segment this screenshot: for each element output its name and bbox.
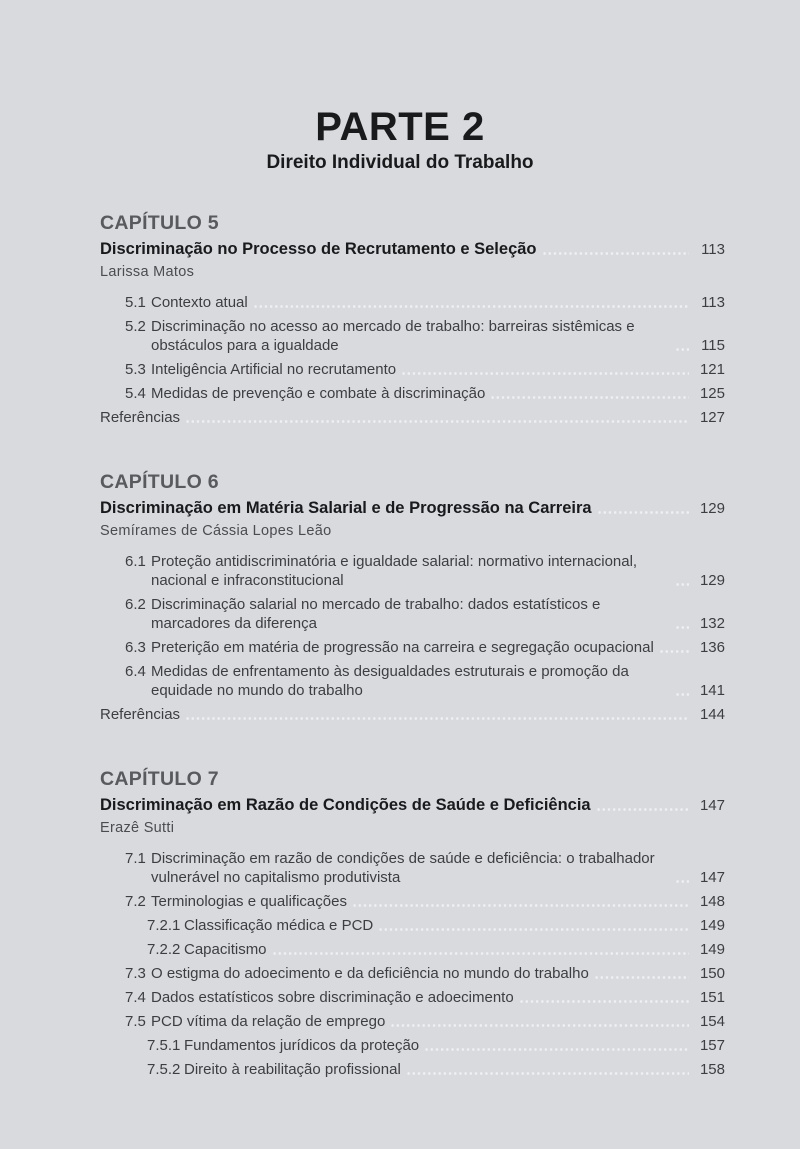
chapter-heading: CAPÍTULO 6	[100, 471, 219, 493]
entries-list	[100, 293, 725, 427]
entry-title: Fundamentos jurídicos da proteção	[184, 1037, 420, 1054]
entry-page-number: 136	[699, 639, 725, 656]
entry-page-number: 113	[701, 294, 725, 311]
dotted-leader	[272, 952, 689, 955]
toc-entry	[100, 1060, 725, 1079]
entry-number: 7.5.2	[147, 1061, 181, 1078]
entry-number: 6.3	[125, 639, 146, 656]
entry-title: Inteligência Artificial no recrutamento	[151, 361, 397, 378]
entry-title: Dados estatísticos sobre discriminação e adoecimento	[151, 989, 514, 1006]
entry-text	[147, 940, 267, 959]
dotted-leader	[352, 904, 689, 907]
entry-page-number: 148	[699, 893, 725, 910]
toc-entry	[100, 916, 725, 935]
dotted-leader	[675, 583, 689, 586]
entry-page-number: 157	[699, 1037, 725, 1054]
toc-entry	[100, 705, 725, 724]
entry-text	[125, 1012, 385, 1031]
entry-title: Medidas de prevenção e combate à discriminação	[151, 385, 486, 402]
entry-title: Proteção antidiscriminatória e igualdade salarial: normativo internacional, nacional e infraconstitucional	[151, 553, 638, 589]
entry-page-number: 132	[699, 615, 725, 632]
entry-title: Preterição em matéria de progressão na carreira e segregação ocupacional	[151, 639, 654, 656]
toc-entry	[100, 662, 725, 700]
entry-page-number: 144	[699, 706, 725, 723]
chapter-author: Erazê Sutti	[100, 820, 175, 836]
dotted-leader	[675, 626, 689, 629]
dotted-leader	[490, 396, 689, 399]
entry-title: Classificação médica e PCD	[184, 917, 374, 934]
chapter-author: Semírames de Cássia Lopes Leão	[100, 523, 332, 539]
toc-entry	[100, 317, 725, 355]
toc-entry	[100, 293, 725, 312]
chapter-page-number: 113	[701, 241, 725, 258]
dotted-leader	[253, 305, 689, 308]
entry-text	[125, 317, 670, 355]
part-title: PARTE 2	[315, 105, 485, 149]
entry-page-number: 149	[699, 941, 725, 958]
dotted-leader	[542, 252, 689, 255]
toc-entry	[100, 384, 725, 403]
entry-title: O estigma do adoecimento e da deficiência no mundo do trabalho	[151, 965, 589, 982]
entry-number: 6.1	[125, 553, 146, 570]
dotted-leader	[401, 372, 689, 375]
entries-list	[100, 552, 725, 724]
entry-title: Referências	[100, 409, 181, 426]
toc-entry	[100, 360, 725, 379]
toc-entry	[100, 940, 725, 959]
entry-number: 5.1	[125, 294, 146, 311]
chapter-author: Larissa Matos	[100, 264, 195, 280]
dotted-leader	[659, 650, 689, 653]
chapter-title-row	[100, 795, 725, 815]
dotted-leader	[597, 511, 689, 514]
entry-number: 7.3	[125, 965, 146, 982]
entry-page-number: 149	[699, 917, 725, 934]
entry-text	[125, 638, 654, 657]
entry-number: 7.5.1	[147, 1037, 181, 1054]
chapter-title: Discriminação em Razão de Condições de Saúde e Deficiência	[100, 796, 591, 814]
entry-page-number: 158	[699, 1061, 725, 1078]
entry-page-number: 154	[699, 1013, 725, 1030]
entry-page-number: 115	[701, 337, 725, 354]
entry-number: 6.2	[125, 596, 146, 613]
entry-title: Discriminação no acesso ao mercado de trabalho: barreiras sistêmicas e obstáculos para a igualdade	[151, 318, 635, 354]
chapter-title-row	[100, 239, 725, 259]
entry-text	[125, 595, 670, 633]
entry-number: 5.4	[125, 385, 146, 402]
toc-entry	[100, 964, 725, 983]
dotted-leader	[185, 420, 689, 423]
toc-entry	[100, 988, 725, 1007]
entry-title: Direito à reabilitação profissional	[184, 1061, 401, 1078]
dotted-leader	[390, 1024, 689, 1027]
entry-text	[125, 849, 670, 887]
entry-page-number: 125	[699, 385, 725, 402]
entry-text	[125, 988, 514, 1007]
entry-title: Discriminação salarial no mercado de trabalho: dados estatísticos e marcadores da diferença	[151, 596, 601, 632]
entry-text	[125, 662, 670, 700]
dotted-leader	[519, 1000, 689, 1003]
toc-entry	[100, 1036, 725, 1055]
dotted-leader	[378, 928, 689, 931]
dotted-leader	[594, 976, 689, 979]
dotted-leader	[675, 348, 689, 351]
chapter-section	[100, 471, 725, 724]
toc-entry	[100, 638, 725, 657]
entry-page-number: 147	[699, 869, 725, 886]
chapter-page-number: 129	[699, 500, 725, 517]
toc-entry	[100, 892, 725, 911]
entry-text	[125, 964, 589, 983]
chapter-heading: CAPÍTULO 7	[100, 768, 219, 790]
dotted-leader	[596, 808, 689, 811]
entry-number: 7.5	[125, 1013, 146, 1030]
entry-text	[125, 552, 670, 590]
entry-number: 5.2	[125, 318, 146, 335]
entry-page-number: 151	[699, 989, 725, 1006]
entry-number: 7.4	[125, 989, 146, 1006]
dotted-leader	[424, 1048, 689, 1051]
entry-page-number: 127	[699, 409, 725, 426]
entry-title: PCD vítima da relação de emprego	[151, 1013, 386, 1030]
dotted-leader	[185, 717, 689, 720]
entry-text	[125, 892, 347, 911]
entry-title: Contexto atual	[151, 294, 248, 311]
entry-number: 6.4	[125, 663, 146, 680]
chapter-section	[100, 212, 725, 427]
entry-number: 7.1	[125, 850, 146, 867]
entry-text	[147, 1036, 419, 1055]
entry-title: Capacitismo	[184, 941, 267, 958]
entry-text	[100, 705, 180, 724]
chapter-title-row	[100, 498, 725, 518]
entry-title: Medidas de enfrentamento às desigualdades estruturais e promoção da equidade no mundo do trabalho	[151, 663, 629, 699]
toc-entry	[100, 408, 725, 427]
chapter-title: Discriminação em Matéria Salarial e de Progressão na Carreira	[100, 499, 592, 517]
entry-text	[147, 916, 373, 935]
chapter-title: Discriminação no Processo de Recrutamento e Seleção	[100, 240, 537, 258]
dotted-leader	[675, 880, 689, 883]
entry-page-number: 129	[699, 572, 725, 589]
entry-number: 7.2.1	[147, 917, 181, 934]
toc-entry	[100, 849, 725, 887]
entries-list	[100, 849, 725, 1079]
entry-number: 5.3	[125, 361, 146, 378]
part-subtitle: Direito Individual do Trabalho	[266, 152, 534, 173]
entry-page-number: 150	[699, 965, 725, 982]
toc-entry	[100, 595, 725, 633]
entry-text	[125, 293, 248, 312]
chapter-heading: CAPÍTULO 5	[100, 212, 219, 234]
entry-text	[100, 408, 180, 427]
entry-page-number: 141	[699, 682, 725, 699]
chapter-page-number: 147	[699, 797, 725, 814]
dotted-leader	[675, 693, 689, 696]
entry-page-number: 121	[699, 361, 725, 378]
entry-title: Discriminação em razão de condições de saúde e deficiência: o trabalhador vulnerável no capitalismo produtivista	[151, 850, 655, 886]
part-header	[0, 0, 800, 175]
entry-number: 7.2	[125, 893, 146, 910]
entry-text	[147, 1060, 401, 1079]
toc-entry	[100, 1012, 725, 1031]
toc-entry	[100, 552, 725, 590]
chapter-section	[100, 768, 725, 1079]
entry-text	[125, 360, 396, 379]
entry-number: 7.2.2	[147, 941, 181, 958]
dotted-leader	[406, 1072, 689, 1075]
entry-title: Terminologias e qualificações	[151, 893, 347, 910]
entry-title: Referências	[100, 706, 181, 723]
toc	[100, 212, 725, 1079]
entry-text	[125, 384, 485, 403]
